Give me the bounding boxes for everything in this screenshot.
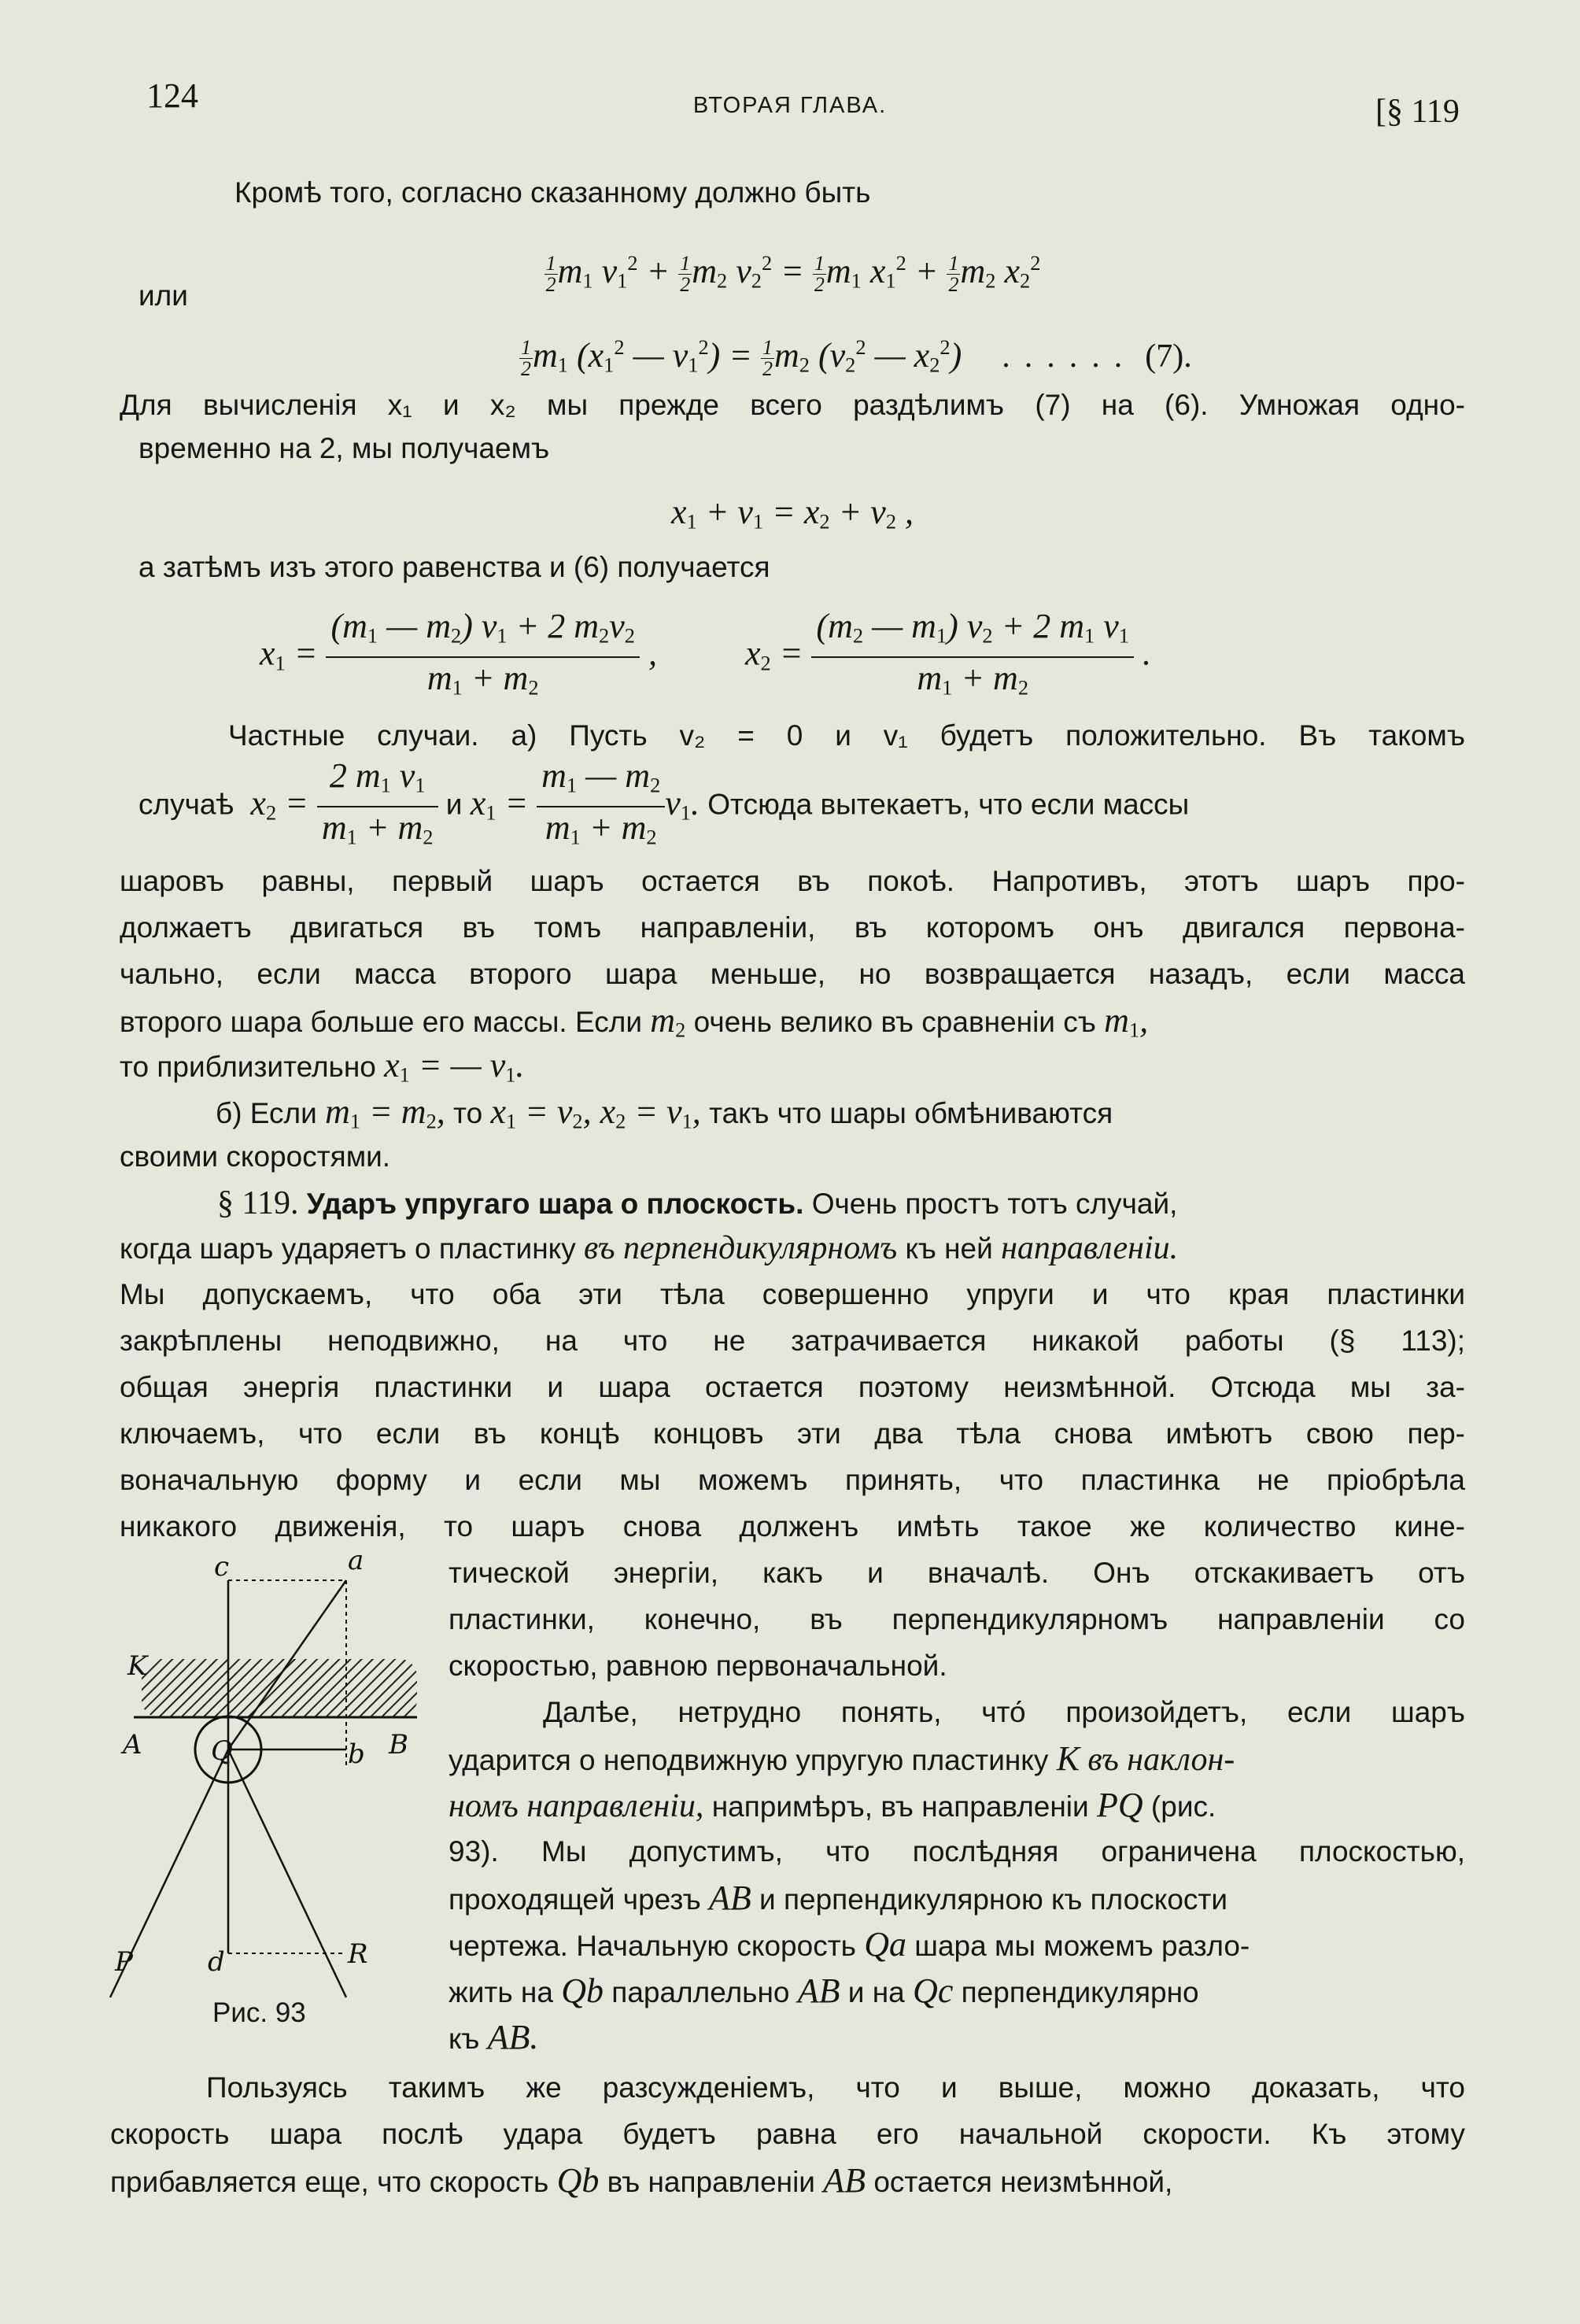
text-line: никакого движенія, то шаръ снова долженъ имѣть такое же количество кине- [120,1510,1465,1543]
equation-7-label: (7). [1145,338,1192,375]
text-line: ударится о неподвижную упругую пластинку K въ наклон- [449,1739,1235,1778]
figure-caption: Рис. 93 [212,1997,306,2028]
text-line: Мы допускаемъ, что оба эти тѣла совершенно упруги и что края пластинки [120,1278,1465,1310]
label-K: K [127,1650,148,1682]
text-line: второго шара больше его массы. Если $m_2$ очень велико въ сравненіи съ $m_1$, [120,1001,1149,1042]
text-line: а затѣмъ изъ этого равенства и (6) получается [138,551,770,583]
text-line: къ AB. [449,2018,539,2056]
text-line: Кромѣ того, согласно сказанному должно быть [234,176,871,209]
text-line: когда шаръ ударяетъ о пластинку въ перпендикулярномъ къ ней направленіи. [120,1230,1179,1266]
text-line: б) Если $m_1 = m_2$, то $x_1 = v_2$, $x_2 = v_1$, такъ что шары обмѣниваются [216,1092,1113,1133]
text-line: должаетъ двигаться въ томъ направленіи, въ которомъ онъ двигался первона- [120,911,1465,944]
page-number: 124 [146,76,198,115]
section-ref: [§ 119 [1375,94,1460,130]
text-line: тической энергіи, какъ и вначалѣ. Онъ отскакиваетъ отъ [449,1557,1465,1589]
text-line: проходящей чрезъ AB и перпендикулярною къ плоскости [449,1879,1228,1917]
text-line: Далѣе, нетрудно понять, что́ произойдетъ, если шаръ [543,1696,1465,1728]
section-119-heading: § 119. Ударъ упругаго шара о плоскость. Очень простъ тотъ случай, [217,1185,1178,1221]
equation-sum: $x_1 + v_1 = x_2 + v_2$ , [670,493,914,534]
text-line: шаровъ равны, первый шаръ остается въ покоѣ. Напротивъ, этотъ шаръ про- [120,865,1465,897]
label-d: d [208,1946,225,1978]
text-line: Пользуясь такимъ же разсужденіемъ, что и выше, можно доказать, что [206,2071,1465,2104]
text-line: чально, если масса второго шара меньше, но возвращается назадъ, если масса [120,958,1465,990]
text-line: то приблизительно $x_1$ = — $v_1$. [120,1046,525,1087]
text-ili: или [138,279,188,312]
text-line: пластинки, конечно, въ перпендикулярномъ направленіи со [449,1603,1465,1635]
reflected-qr [228,1749,346,1997]
text-line: номъ направленіи, напримѣръ, въ направленіи PQ (рис. [449,1786,1216,1824]
label-B: B [389,1729,408,1761]
label-b: b [348,1738,365,1770]
text-line: Для вычисленія x₁ и x₂ мы прежде всего раздѣлимъ (7) на (6). Умножая одно- [120,389,1465,421]
label-A: A [123,1729,142,1761]
text-line: 93). Мы допустимъ, что послѣдняя ограничена плоскостью, [449,1835,1465,1868]
text-line: скоростью, равною первоначальной. [449,1650,947,1682]
label-Q: Q [211,1735,233,1767]
equation-7: $\frac{1}{2}$ $m_1$ ($x_1^2$ — $v_1^2$) = $\frac{1}{2}$ $m_2$ ($v_2^2$ — $x_2^2$) ...... (7). [521,335,1192,381]
text-line: своими скоростями. [120,1140,391,1173]
text-line: Частные случаи. а) Пусть v₂ = 0 и v₁ будетъ положительно. Въ такомъ [228,719,1465,752]
text-line: закрѣплены неподвижно, на что не затрачивается никакой работы (§ 113); [120,1325,1465,1357]
text-line: общая энергія пластинки и шара остается поэтому неизмѣнной. Отсюда мы за- [120,1371,1465,1403]
text-line: временно на 2, мы получаемъ [138,432,550,464]
text-line: жить на Qb параллельно AB и на Qc перпендикулярно [449,1971,1199,2010]
figure-93 [115,1545,425,2021]
text-line-special-case: случаѣ $x_2$ = $\frac{2 m_1 v_1}{m_1 + m_2}$ и $x_1$ = $\frac{m_1 — m_2}{m_1 + m_2}$ $v_1$. Отсюда вытекаетъ, что если массы [138,756,1190,849]
running-head: ВТОРАЯ ГЛАВА. [692,93,888,118]
text-line: ключаемъ, что если въ концѣ концовъ эти два тѣла снова имѣютъ свою пер- [120,1417,1465,1450]
equation-energy: $\frac{1}{2}$ $m_1$ $v_1^2$ + $\frac{1}{2}$ $m_2$ $v_2^2$ = $\frac{1}{2}$ $m_1$ $x_1^2$ + $\frac{1}{2}$ $m_2$ $x_2^2$ [545,251,1041,297]
text-line: чертежа. Начальную скорость Qa шара мы можемъ разло- [449,1925,1250,1964]
label-R: R [348,1938,368,1970]
label-c: c [214,1551,230,1583]
text-line: прибавляется еще, что скорость Qb въ направленіи AB остается неизмѣнной, [110,2161,1173,2200]
text-line: скорость шара послѣ удара будетъ равна его начальной скорости. Къ этому [110,2118,1465,2150]
plate-hatching [142,1659,417,1717]
label-P: P [115,1946,133,1978]
label-a: a [348,1545,364,1576]
equation-solutions: $x_1$ = $\frac{(m_1 — m_2) v_1 + 2 m_2v_2}{m_1 + m_2}$ , $x_2$ = $\frac{(m_2 — m_1) v_2 + 2 m_1 v_1}{m_1 + m_2}$ . [260,607,1151,700]
text-line: воначальную форму и если мы можемъ принять, что пластинка не пріобрѣла [120,1464,1465,1496]
